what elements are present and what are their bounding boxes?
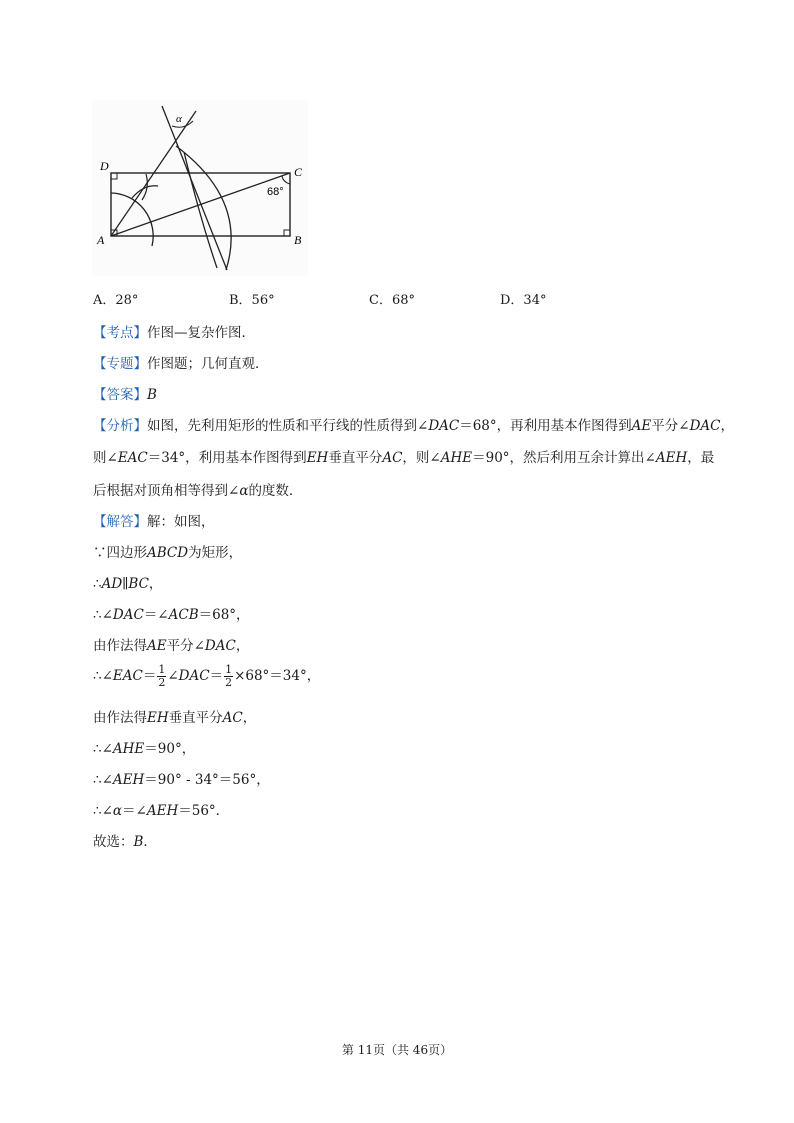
- solution-step-5: ∴∠EAC＝ $\frac{1}{2}$ ∠DAC＝ $\frac{1}{2}$ ×68°＝34°，: [93, 663, 321, 689]
- solution-step-4: 由作法得AE平分∠DAC，: [93, 638, 250, 654]
- answer-tag: 【答案】: [93, 387, 147, 403]
- label-angle-68: 68°: [267, 186, 284, 198]
- label-d: D: [100, 159, 109, 173]
- zhuanti-line: [93, 352, 269, 372]
- fraction-half-2: $\frac{1}{2}$: [225, 663, 233, 689]
- solution-step-7: ∴∠AHE＝90°，: [93, 741, 196, 757]
- analysis-tag: 【分析】: [93, 418, 147, 434]
- label-alpha: α: [176, 113, 182, 125]
- solution-step-3: ∴∠DAC＝∠ACB＝68°，: [93, 607, 250, 623]
- solution-line-intro: 【解答】解：如图，: [93, 514, 215, 530]
- solution-tag: 【解答】: [93, 514, 147, 530]
- answer-line: [93, 383, 157, 403]
- label-a: A: [97, 233, 105, 247]
- solution-step-2: ∴AD∥BC，: [93, 576, 163, 592]
- solution-step-1: ∵四边形ABCD为矩形，: [93, 545, 243, 561]
- solution-step-10: 故选：B．: [93, 834, 157, 850]
- answer-value: B: [147, 387, 157, 403]
- page-footer: 第 11页（共 46页）: [341, 1043, 453, 1057]
- solution-step-8: ∴∠AEH＝90° - 34°＝56°，: [93, 772, 270, 788]
- option-d: D．34°: [500, 293, 547, 308]
- option-c: C．68°: [369, 293, 415, 308]
- option-a: A．28°: [93, 293, 139, 308]
- zhuanti-tag: 【专题】: [93, 356, 147, 372]
- geometry-figure: [92, 100, 308, 276]
- label-b: B: [294, 233, 302, 247]
- analysis-line-3: 后根据对顶角相等得到∠α的度数．: [93, 483, 303, 499]
- kaodian-text: 作图—复杂作图．: [147, 325, 255, 341]
- zhuanti-text: 作图题；几何直观．: [147, 356, 269, 372]
- analysis-line-2: 则∠EAC＝34°，利用基本作图得到EH垂直平分AC，则∠AHE＝90°，然后利用互余计算出∠AEH，最: [93, 450, 715, 466]
- option-b: B．56°: [229, 293, 275, 308]
- solution-step-9: ∴∠α＝∠AEH＝56°．: [93, 803, 230, 819]
- kaodian-tag: 【考点】: [93, 325, 147, 341]
- fraction-half-1: $\frac{1}{2}$: [158, 663, 166, 689]
- analysis-line-1: 【分析】如图，先利用矩形的性质和平行线的性质得到∠DAC＝68°，再利用基本作图得到AE平分∠DAC，: [93, 418, 734, 434]
- label-c: C: [294, 165, 303, 179]
- rectangle-construction-diagram: [92, 100, 308, 276]
- solution-step-6: 由作法得EH垂直平分AC，: [93, 710, 257, 726]
- kaodian-line: [93, 321, 255, 341]
